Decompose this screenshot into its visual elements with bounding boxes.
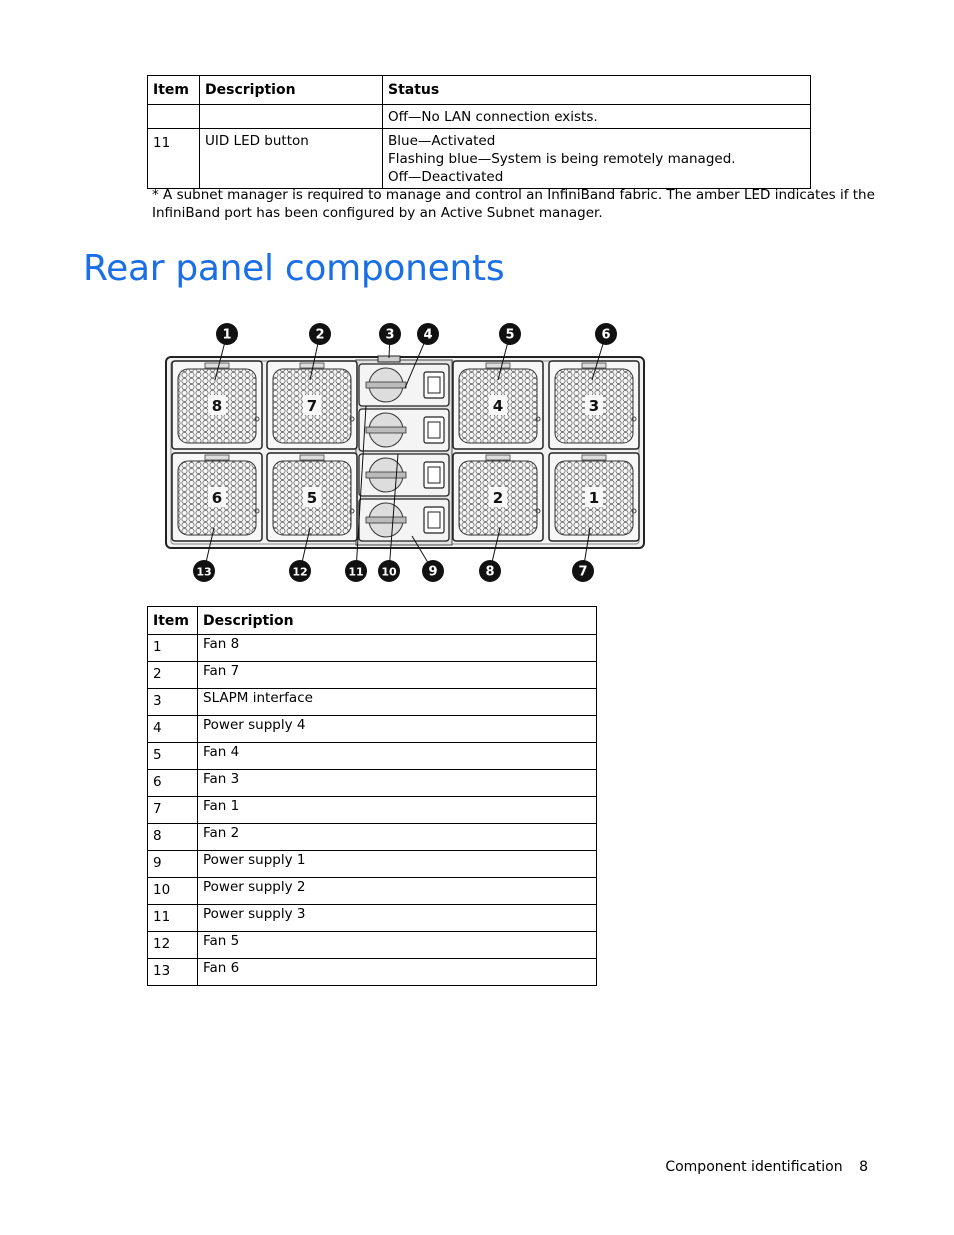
fan-number-label: 5: [306, 489, 318, 507]
table-row: [148, 932, 597, 959]
item-cell: 4: [148, 716, 198, 743]
callout-number: 13: [196, 565, 212, 579]
callout-marker: [289, 560, 311, 582]
power-supply-module: [359, 409, 449, 451]
callout-marker: [595, 323, 617, 345]
callout-marker: [479, 560, 501, 582]
callout-number: 3: [385, 327, 395, 343]
item-cell: 12: [148, 932, 198, 959]
description-cell: [200, 105, 383, 129]
table-row: [148, 770, 597, 797]
section-title: Rear panel components: [83, 248, 505, 289]
fan-number-label: 7: [306, 397, 318, 415]
fan-number-label: 1: [588, 489, 600, 507]
header-description: Description: [198, 607, 597, 635]
item-cell: 3: [148, 689, 198, 716]
status-cell: [383, 105, 811, 129]
callout-marker: [193, 560, 215, 582]
item-cell: 6: [148, 770, 198, 797]
description-cell: Power supply 3: [198, 905, 597, 932]
fan-module: [453, 361, 543, 449]
description-cell: SLAPM interface: [198, 689, 597, 716]
callout-number: 4: [423, 327, 433, 343]
description-cell: Fan 5: [198, 932, 597, 959]
status-table: [147, 75, 811, 189]
table-row: [148, 689, 597, 716]
item-cell: 11: [148, 129, 200, 189]
rear-panel-illustration: [160, 318, 652, 590]
item-cell: 10: [148, 878, 198, 905]
table-row: [148, 959, 597, 986]
status-line: Flashing blue—System is being remotely managed.: [388, 151, 736, 167]
callout-marker: [345, 560, 367, 582]
callout-marker: [216, 323, 238, 345]
power-supply-module: [359, 499, 449, 541]
callout-marker: [417, 323, 439, 345]
components-table-header: [148, 607, 597, 635]
table-row: [148, 635, 597, 662]
callout-number: 7: [578, 564, 588, 580]
callout-number: 9: [428, 564, 438, 580]
footer-section: Component identification: [665, 1159, 843, 1175]
status-line: Blue—Activated: [388, 133, 496, 149]
callout-marker: [379, 323, 401, 345]
table-row: [148, 824, 597, 851]
description-cell: Power supply 1: [198, 851, 597, 878]
callout-number: 11: [348, 565, 364, 579]
callout-number: 12: [292, 565, 308, 579]
description-cell: Power supply 2: [198, 878, 597, 905]
item-cell: 5: [148, 743, 198, 770]
table-row: [148, 105, 811, 129]
fan-number-label: 6: [211, 489, 223, 507]
header-description: Description: [200, 76, 383, 105]
fan-number-label: 2: [492, 489, 504, 507]
status-cell: [383, 129, 811, 189]
power-inlet-icon: [424, 372, 444, 398]
table-row: [148, 851, 597, 878]
item-cell: 1: [148, 635, 198, 662]
callout-number: 6: [601, 327, 611, 343]
power-inlet-icon: [424, 417, 444, 443]
item-cell: 13: [148, 959, 198, 986]
header-status: Status: [383, 76, 811, 105]
table-row: [148, 662, 597, 689]
header-item: Item: [148, 607, 198, 635]
callout-marker: [499, 323, 521, 345]
callout-number: 5: [505, 327, 515, 343]
description-cell: Fan 4: [198, 743, 597, 770]
callout-number: 8: [485, 564, 495, 580]
fan-number-label: 3: [588, 397, 600, 415]
description-cell: Fan 2: [198, 824, 597, 851]
item-cell: 9: [148, 851, 198, 878]
fan-module: [549, 453, 639, 541]
description-cell: Fan 6: [198, 959, 597, 986]
power-inlet-icon: [424, 507, 444, 533]
fan-module: [267, 453, 357, 541]
page-footer: [665, 1159, 868, 1175]
table-row: [148, 129, 811, 189]
table-row: [148, 797, 597, 824]
callout-marker: [378, 560, 400, 582]
power-inlet-icon: [424, 462, 444, 488]
item-cell: 11: [148, 905, 198, 932]
table-row: [148, 743, 597, 770]
description-cell: UID LED button: [200, 129, 383, 189]
item-cell: 2: [148, 662, 198, 689]
status-line: Off—Deactivated: [388, 169, 504, 185]
description-cell: Power supply 4: [198, 716, 597, 743]
power-supply-module: [359, 454, 449, 496]
status-table-header: [148, 76, 811, 105]
callout-marker: [572, 560, 594, 582]
callout-number: 10: [381, 565, 397, 579]
header-item: Item: [148, 76, 200, 105]
fan-number-label: 8: [211, 397, 223, 415]
table-row: [148, 905, 597, 932]
fan-module: [172, 453, 262, 541]
item-cell: 8: [148, 824, 198, 851]
page-number: 8: [859, 1159, 868, 1175]
fan-number-label: 4: [492, 397, 504, 415]
callout-marker: [309, 323, 331, 345]
description-cell: Fan 7: [198, 662, 597, 689]
description-cell: Fan 3: [198, 770, 597, 797]
power-supply-module: [359, 364, 449, 406]
description-cell: Fan 1: [198, 797, 597, 824]
callout-number: 1: [222, 327, 232, 343]
description-cell: Fan 8: [198, 635, 597, 662]
table-row: [148, 878, 597, 905]
fan-module: [453, 453, 543, 541]
item-cell: 7: [148, 797, 198, 824]
status-line: Off—No LAN connection exists.: [388, 109, 598, 125]
footnote: * A subnet manager is required to manage and control an InfiniBand fabric. The amber LED indicates if the InfiniBand port has been configured by an Active Subnet manager.: [152, 187, 875, 221]
item-cell: [148, 105, 200, 129]
table-row: [148, 716, 597, 743]
components-table: [147, 606, 597, 986]
callout-marker: [422, 560, 444, 582]
callout-number: 2: [315, 327, 325, 343]
fan-module: [267, 361, 357, 449]
